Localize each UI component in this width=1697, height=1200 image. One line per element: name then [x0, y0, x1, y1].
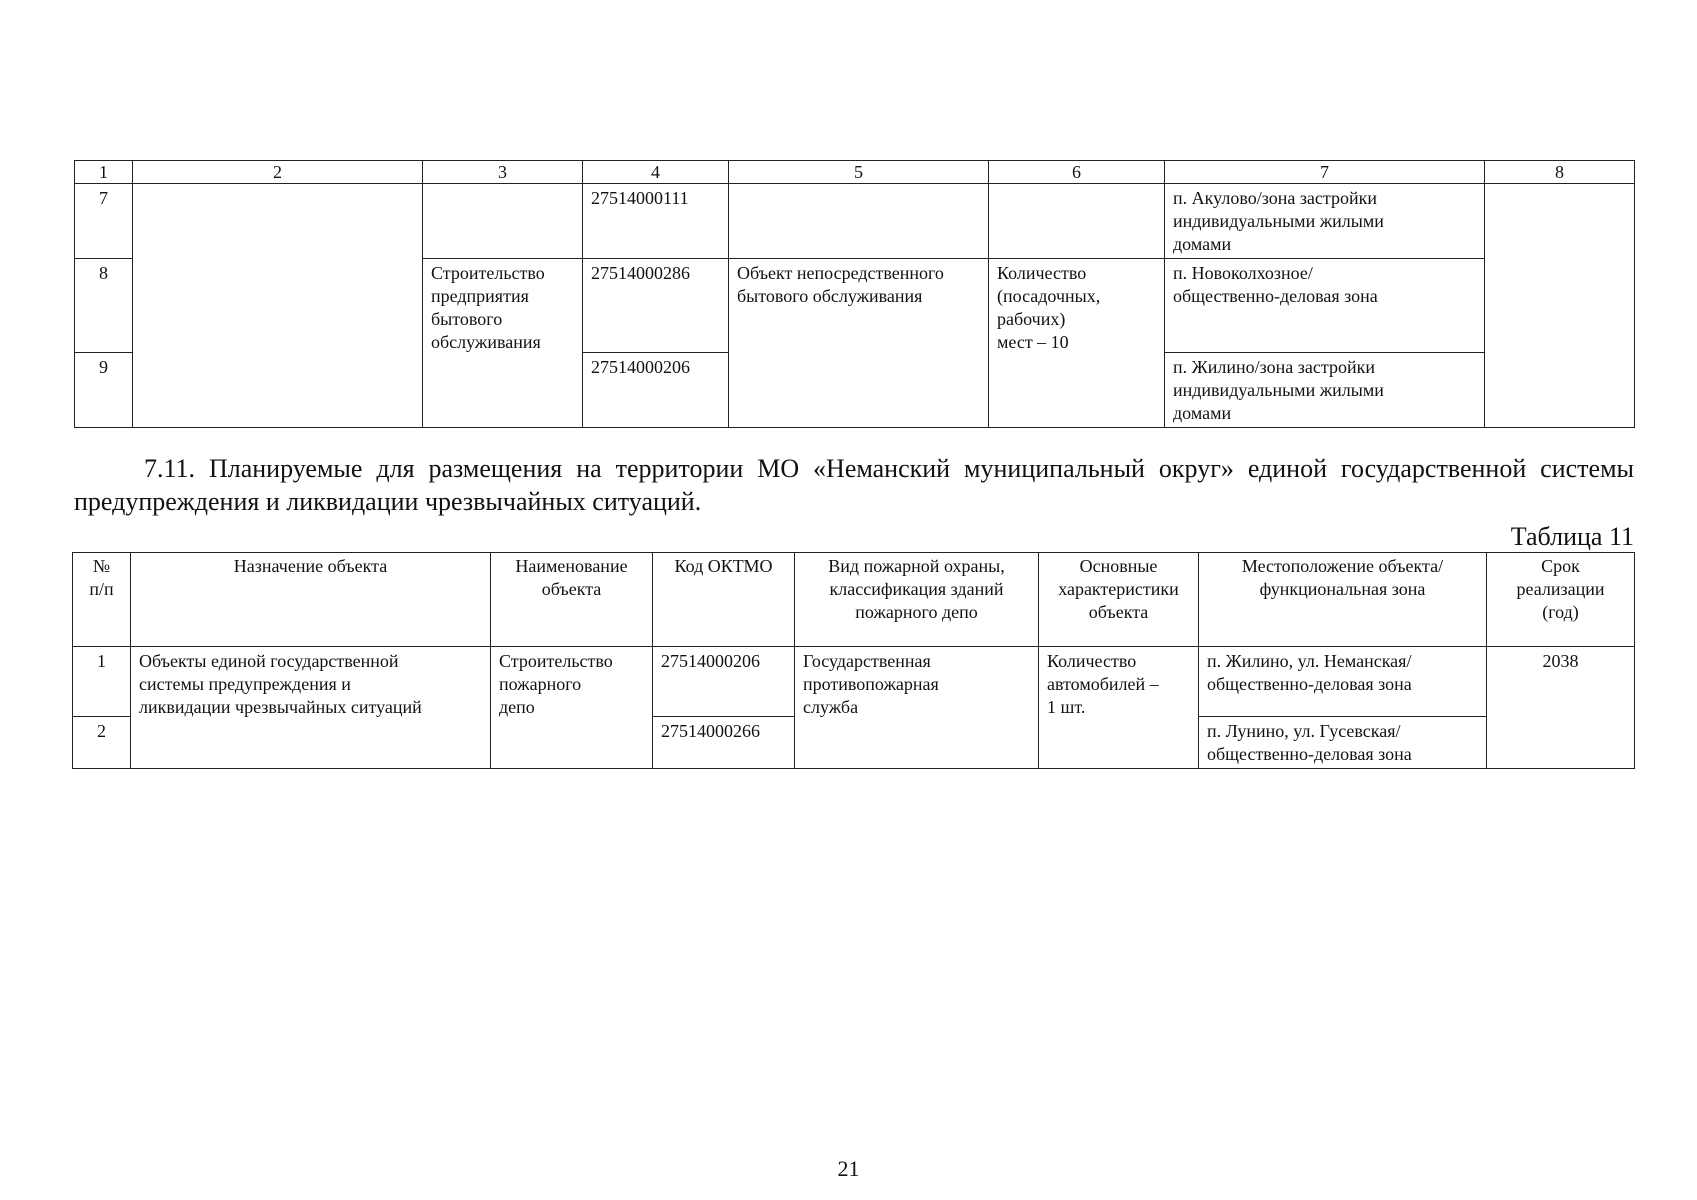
location-cell: п. Жилино, ул. Неманская/ общественно-деловая зона [1199, 647, 1487, 717]
header-term: Срок реализации (год) [1487, 553, 1635, 647]
header-fire-type: Вид пожарной охраны, классификация зданий пожарного депо [795, 553, 1039, 647]
name-cell: Строительство предприятия бытового обслуживания [423, 259, 583, 428]
table-row [75, 184, 1635, 259]
header-purpose: Назначение объекта [131, 553, 491, 647]
header-num: № п/п [73, 553, 131, 647]
name-cell [423, 184, 583, 259]
characteristics-cell: Количество автомобилей – 1 шт. [1039, 647, 1199, 769]
row-number: 9 [75, 353, 133, 428]
table-header-row [73, 553, 1635, 647]
location-cell: п. Новоколхозное/ общественно-деловая зона [1165, 259, 1485, 353]
type-cell [729, 184, 989, 259]
table-row [73, 647, 1635, 717]
page-number: 21 [837, 1156, 860, 1181]
table-caption: Таблица 11 [1510, 522, 1634, 551]
section-heading [74, 452, 1634, 518]
column-number-8: 8 [1485, 161, 1635, 184]
name-cell: Строительство пожарного депо [491, 647, 653, 769]
column-number-4: 4 [583, 161, 729, 184]
row-number: 8 [75, 259, 133, 353]
characteristics-cell: Количество (посадочных, рабочих) мест – 10 [989, 259, 1165, 428]
row-number: 1 [73, 647, 131, 717]
location-cell: п. Лунино, ул. Гусевская/ общественно-деловая зона [1199, 717, 1487, 769]
header-characteristics: Основные характеристики объекта [1039, 553, 1199, 647]
term-cell [1485, 184, 1635, 428]
table-header-row [75, 161, 1635, 184]
header-name: Наименование объекта [491, 553, 653, 647]
purpose-cell [133, 184, 423, 428]
purpose-cell: Объекты единой государственной системы предупреждения и ликвидации чрезвычайных ситуаций [131, 647, 491, 769]
row-number: 2 [73, 717, 131, 769]
oktmo-cell: 27514000266 [653, 717, 795, 769]
header-oktmo: Код ОКТМО [653, 553, 795, 647]
characteristics-cell [989, 184, 1165, 259]
row-number: 7 [75, 184, 133, 259]
oktmo-cell: 27514000206 [583, 353, 729, 428]
oktmo-cell: 27514000286 [583, 259, 729, 353]
header-location: Местоположение объекта/ функциональная зона [1199, 553, 1487, 647]
location-cell: п. Жилино/зона застройки индивидуальными жилыми домами [1165, 353, 1485, 428]
oktmo-cell: 27514000111 [583, 184, 729, 259]
fire-type-cell: Государственная противопожарная служба [795, 647, 1039, 769]
table-11 [72, 552, 1635, 769]
section-heading-text: 7.11. Планируемые для размещения на территории МО «Неманский муниципальный округ» единой государственной системы предупреждения и ликвидации чрезвычайных ситуаций. [74, 454, 1634, 516]
location-cell: п. Акулово/зона застройки индивидуальными жилыми домами [1165, 184, 1485, 259]
type-cell: Объект непосредственного бытового обслуживания [729, 259, 989, 428]
column-number-3: 3 [423, 161, 583, 184]
column-number-6: 6 [989, 161, 1165, 184]
term-cell: 2038 [1487, 647, 1635, 769]
table-10-continuation [74, 160, 1635, 428]
column-number-2: 2 [133, 161, 423, 184]
column-number-7: 7 [1165, 161, 1485, 184]
column-number-5: 5 [729, 161, 989, 184]
column-number-1: 1 [75, 161, 133, 184]
oktmo-cell: 27514000206 [653, 647, 795, 717]
